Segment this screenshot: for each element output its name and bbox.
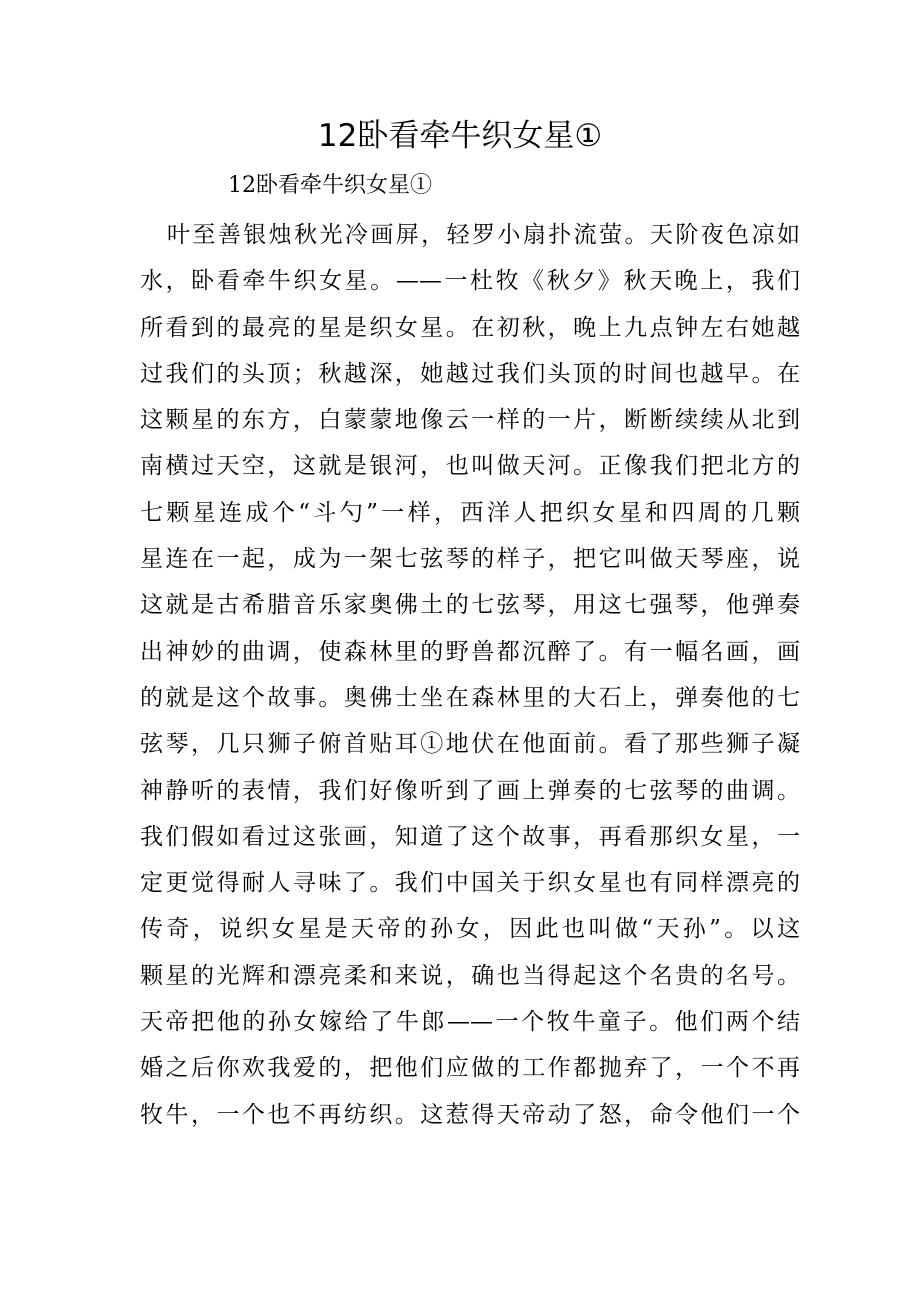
text-line: 水，卧看牵牛织女星。——一杜牧《秋夕》秋天晚上，我们 (140, 268, 800, 295)
text-line: 定更觉得耐人寻味了。我们中国关于织女星也有同样漂亮的 (140, 870, 800, 897)
text-line: 七颗星连成个“斗勺”一样，西洋人把织女星和四周的几颗 (140, 499, 800, 526)
text-line: 出神妙的曲调，使森林里的野兽都沉醉了。有一幅名画，画 (140, 638, 800, 665)
text-line: 星连在一起，成为一架七弦琴的样子，把它叫做天琴座，说 (140, 546, 800, 573)
text-line: 婚之后你欢我爱的，把他们应做的工作都抛弃了，一个不再 (140, 1055, 800, 1082)
text-line: 天帝把他的孙女嫁给了牛郎——一个牧牛童子。他们两个结 (140, 1009, 800, 1036)
text-line: 所看到的最亮的星是织女星。在初秋，晚上九点钟左右她越 (140, 314, 800, 341)
text-line: 传奇，说织女星是天帝的孙女，因此也叫做“天孙”。以这 (140, 916, 800, 943)
body-paragraph (140, 212, 800, 1138)
document-title: 12卧看牵牛织女星① (317, 118, 603, 154)
text-line: 南横过天空，这就是银河，也叫做天河。正像我们把北方的 (140, 453, 800, 480)
text-line: 这就是古希腊音乐家奥佛土的七弦琴，用这七强琴，他弹奏 (140, 592, 800, 619)
text-line: 牧牛，一个也不再纺织。这惹得天帝动了怒，命令他们一个 (140, 1101, 800, 1128)
text-line: 叶至善银烛秋光冷画屏，轻罗小扇扑流萤。天阶夜色凉如 (167, 222, 800, 248)
text-line: 神静听的表情，我们好像听到了画上弹奏的七弦琴的曲调。 (140, 777, 800, 804)
text-line: 这颗星的东方，白蒙蒙地像云一样的一片，断断续续从北到 (140, 407, 800, 434)
document-subtitle: 12卧看牵牛织女星① (228, 173, 432, 198)
text-line: 颗星的光辉和漂亮柔和来说，确也当得起这个名贵的名号。 (140, 962, 800, 989)
text-line: 弦琴，几只狮子俯首贴耳①地伏在他面前。看了那些狮子凝 (140, 731, 800, 758)
text-line: 的就是这个故事。奥佛士坐在森林里的大石上，弹奏他的七 (140, 684, 800, 711)
text-line: 我们假如看过这张画，知道了这个故事，再看那织女星，一 (140, 823, 800, 850)
text-line: 过我们的头顶；秋越深，她越过我们头顶的时间也越早。在 (140, 360, 800, 387)
